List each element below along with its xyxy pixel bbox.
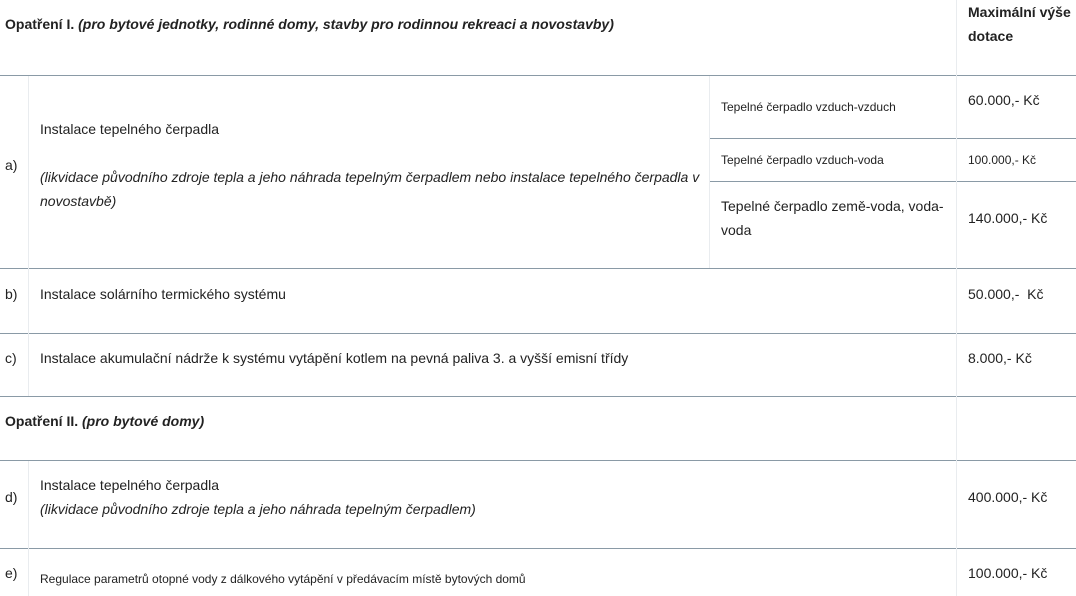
- max-subsidy-header-line2: dotace: [968, 28, 1014, 44]
- row-b-title: Instalace solárního termického systému: [40, 286, 286, 302]
- column-divider: [28, 461, 29, 596]
- row-a-title: Instalace tepelného čerpadla: [40, 121, 220, 137]
- measure2-heading: [5, 409, 204, 433]
- option-ground-water-label: Tepelné čerpadlo země-voda, voda-voda: [721, 198, 944, 238]
- row-divider: [710, 181, 1076, 182]
- column-divider: [28, 76, 29, 396]
- column-divider: [709, 76, 710, 268]
- option-air-water-amount: 100.000,- Kč: [968, 153, 1037, 167]
- row-c-letter: c): [5, 350, 17, 366]
- row-d-letter: d): [5, 489, 18, 505]
- max-subsidy-header-line1: Maximální výše: [968, 4, 1071, 20]
- measure2-title: Opatření II.: [5, 413, 79, 429]
- row-b-letter: b): [5, 286, 18, 302]
- row-divider: [0, 75, 1076, 76]
- column-divider: [956, 0, 957, 596]
- row-d-note: (likvidace původního zdroje tepla a jeho náhrada tepelným čerpadlem): [40, 501, 476, 517]
- row-c-amount: 8.000,- Kč: [968, 350, 1032, 366]
- row-divider: [0, 396, 1076, 397]
- option-air-water-label: Tepelné čerpadlo vzduch-voda: [721, 153, 884, 167]
- measure1-scope: (pro bytové jednotky, rodinné domy, stavby pro rodinnou rekreaci a novostavby): [78, 16, 614, 32]
- row-divider: [0, 460, 1076, 461]
- row-a-letter: a): [5, 157, 18, 173]
- row-b-amount: 50.000,- Kč: [968, 286, 1044, 302]
- option-ground-water-amount: 140.000,- Kč: [968, 210, 1048, 226]
- measure2-scope: (pro bytové domy): [82, 413, 205, 429]
- row-e-amount: 100.000,- Kč: [968, 565, 1048, 581]
- row-e-letter: e): [5, 565, 18, 581]
- option-air-air-amount: 60.000,- Kč: [968, 92, 1040, 108]
- row-divider: [0, 333, 1076, 334]
- row-divider: [0, 268, 1076, 269]
- row-c-title: Instalace akumulační nádrže k systému vytápění kotlem na pevná paliva 3. a vyšší emisní třídy: [40, 350, 629, 366]
- row-d-title: Instalace tepelného čerpadla: [40, 477, 220, 493]
- row-e-title: Regulace parametrů otopné vody z dálkového vytápění v předávacím místě bytových domů: [40, 572, 526, 586]
- row-divider: [0, 548, 1076, 549]
- option-air-air-label: Tepelné čerpadlo vzduch-vzduch: [721, 100, 896, 114]
- measure1-heading: [5, 12, 614, 36]
- measure1-title: Opatření I.: [5, 16, 75, 32]
- row-a-note: (likvidace původního zdroje tepla a jeho náhrada tepelným čerpadlem nebo instalace tepelného čerpadla v novostavbě): [40, 169, 700, 209]
- row-divider: [710, 138, 1076, 139]
- row-d-amount: 400.000,- Kč: [968, 489, 1048, 505]
